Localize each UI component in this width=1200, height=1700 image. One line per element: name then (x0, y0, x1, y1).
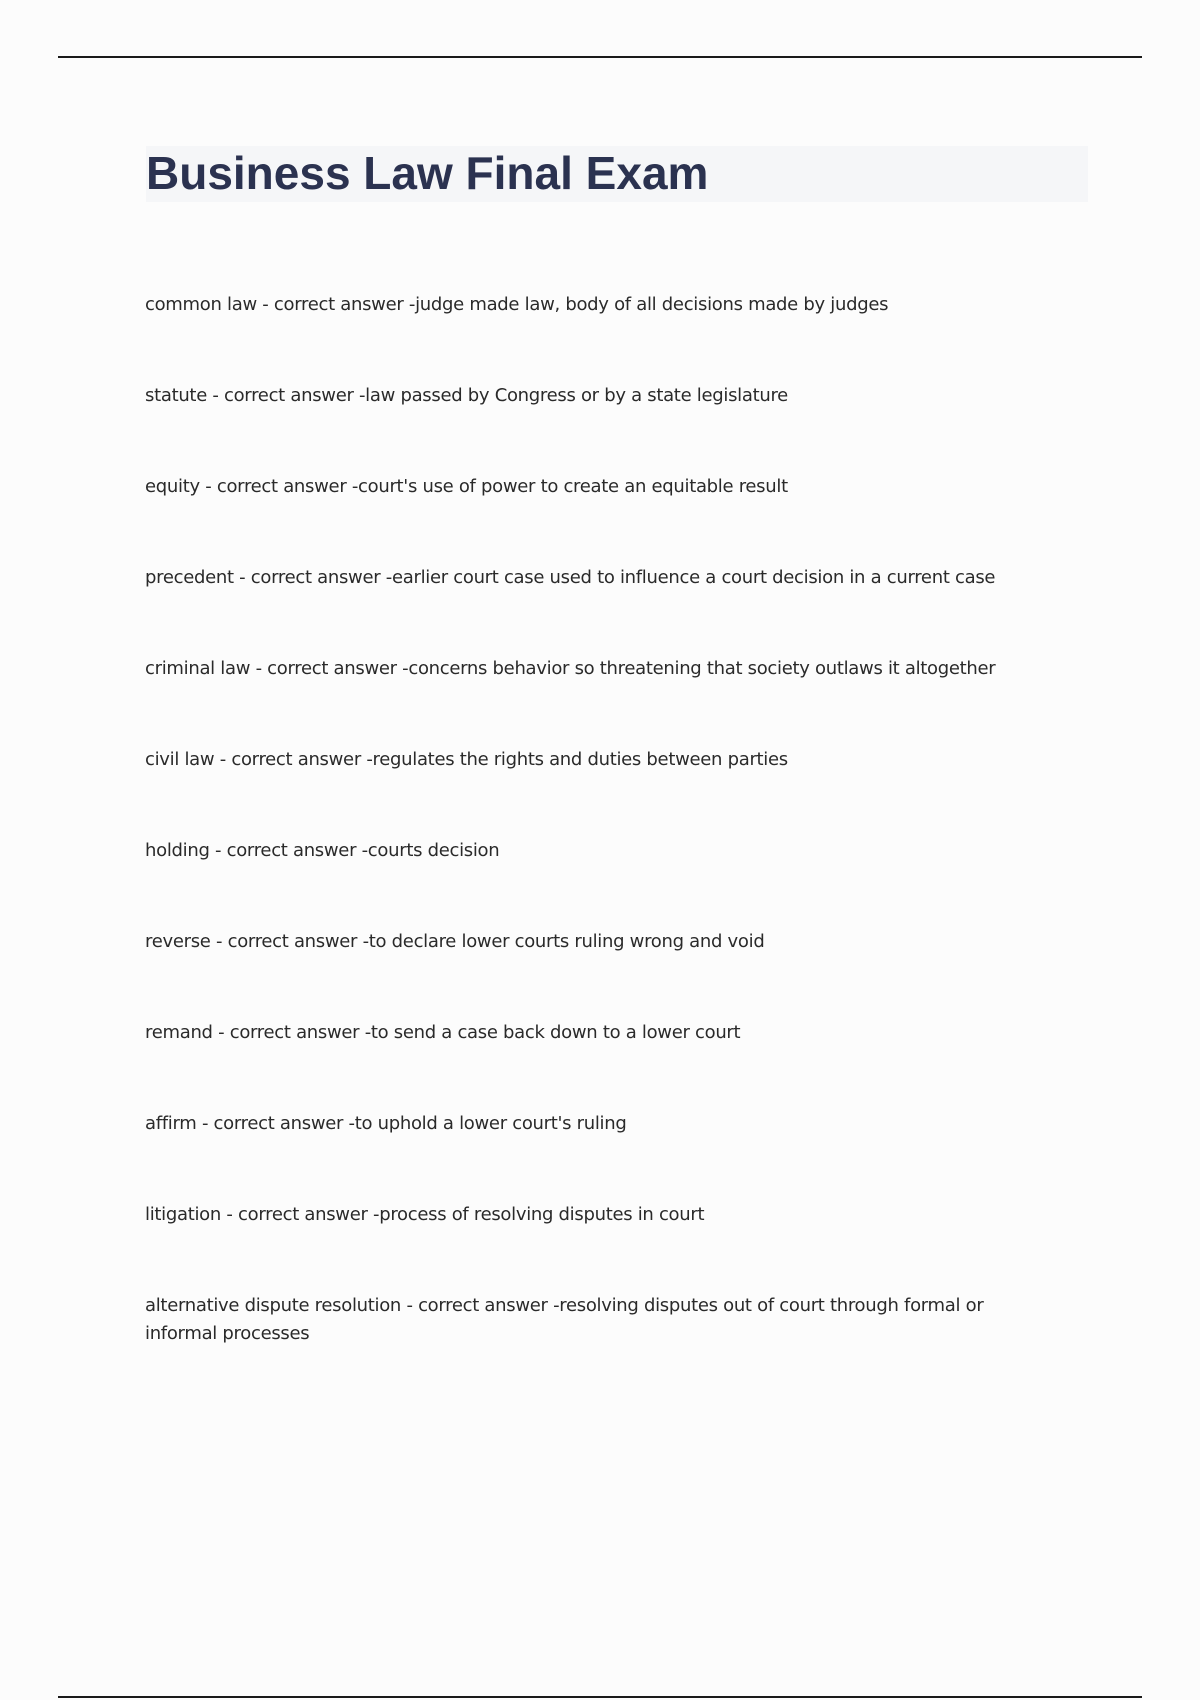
list-item: remand - correct answer -to send a case back down to a lower court (145, 1022, 741, 1043)
list-item: holding - correct answer -courts decision (145, 840, 500, 861)
list-item: common law - correct answer -judge made law, body of all decisions made by judges (145, 294, 889, 315)
list-item: alternative dispute resolution - correct answer -resolving disputes out of court through formal or informal processes (145, 1295, 984, 1344)
header-rule (58, 56, 1142, 58)
list-item: precedent - correct answer -earlier court case used to influence a court decision in a current case (145, 567, 996, 588)
page-title: Business Law Final Exam (146, 147, 709, 199)
footer-rule (58, 1696, 1142, 1698)
list-item: litigation - correct answer -process of resolving disputes in court (145, 1204, 705, 1225)
list-item: statute - correct answer -law passed by Congress or by a state legislature (145, 385, 788, 406)
list-item: criminal law - correct answer -concerns behavior so threatening that society outlaws it altogether (145, 658, 996, 679)
list-item: civil law - correct answer -regulates the rights and duties between parties (145, 749, 788, 770)
list-item: equity - correct answer -court's use of power to create an equitable result (145, 476, 788, 497)
flashcard-list (145, 291, 1045, 1383)
list-item: affirm - correct answer -to uphold a lower court's ruling (145, 1113, 627, 1134)
list-item: reverse - correct answer -to declare lower courts ruling wrong and void (145, 931, 765, 952)
